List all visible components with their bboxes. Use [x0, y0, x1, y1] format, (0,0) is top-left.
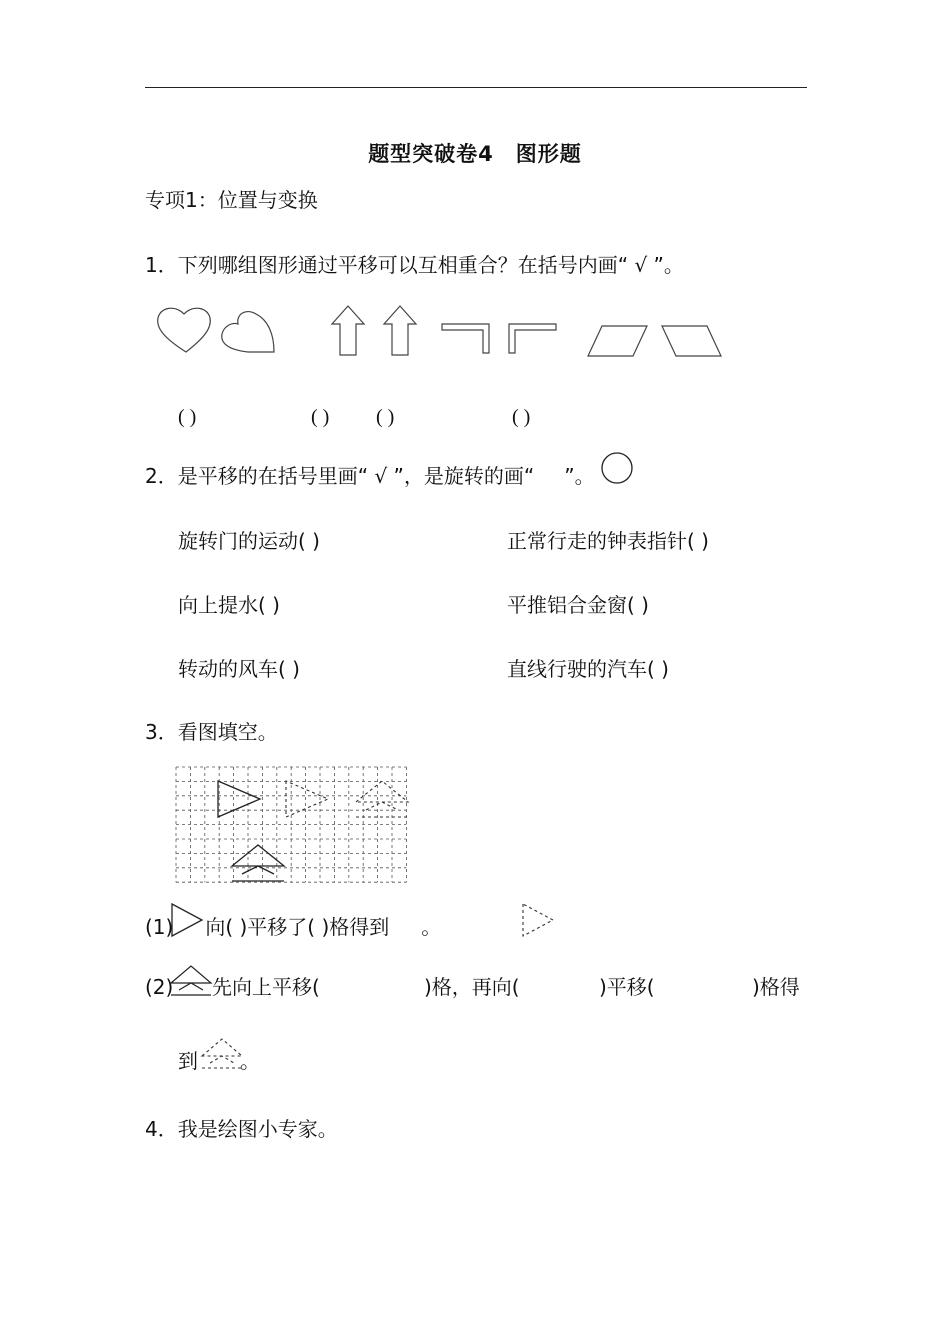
q3-sub2-c: )平移(: [599, 975, 655, 999]
heart-shape-2: [222, 312, 274, 352]
question-4-text: 4．我是绘图小专家。: [145, 1117, 338, 1141]
q3-sub1-num: (1): [145, 915, 174, 939]
arrow-shape-1: [332, 306, 364, 355]
q3-sub2-f: 。: [240, 1049, 260, 1073]
header-rule: [145, 87, 807, 88]
q3-sub2-b: )格，再向(: [424, 975, 520, 999]
solid-house: [232, 845, 284, 881]
q3-sub2-num: (2): [145, 975, 174, 999]
q3-grid-figure: [176, 767, 408, 883]
q2-item-6: 直线行驶的汽车( ): [507, 657, 669, 681]
dashed-triangle-icon: [521, 902, 555, 938]
q3-sub2-e: 到: [178, 1049, 198, 1073]
question-2-text: [145, 462, 595, 490]
q1-blank-2[interactable]: ( ): [311, 406, 330, 428]
triangle-icon: [170, 902, 204, 938]
parallelogram-2: [662, 326, 721, 356]
section-heading: 专项1：位置与变换: [145, 188, 318, 212]
q2-item-3: 向上提水( ): [178, 593, 280, 617]
q2-item-4: 平推铝合金窗( ): [507, 593, 649, 617]
q3-sub2-d: )格得: [752, 975, 800, 999]
solid-triangle: [218, 781, 260, 817]
q2-text-b: ”。: [564, 464, 595, 488]
l-shape-2: [509, 324, 556, 353]
q2-item-5: 转动的风车( ): [178, 657, 300, 681]
q2-item-1: 旋转门的运动( ): [178, 529, 320, 553]
q1-blank-1[interactable]: ( ): [178, 406, 197, 428]
heart-shape-1: [158, 308, 211, 352]
q1-blank-4[interactable]: ( ): [512, 406, 531, 428]
q3-sub1-text: 向( )平移了( )格得到: [205, 915, 390, 939]
dashed-triangle: [286, 781, 328, 817]
l-shape-1: [442, 324, 489, 353]
circle-icon: [600, 452, 636, 486]
dashed-house-icon: [200, 1036, 246, 1070]
arrow-shape-2: [384, 306, 416, 355]
house-icon: [169, 963, 213, 997]
question-1-text: 1．下列哪组图形通过平移可以互相重合？在括号内画“ √ ”。: [145, 253, 684, 277]
q1-blank-3[interactable]: ( ): [376, 406, 395, 428]
q2-item-2: 正常行走的钟表指针( ): [507, 529, 709, 553]
q2-text-a: 2．是平移的在括号里画“ √ ”，是旋转的画“: [145, 464, 535, 488]
q3-sub2-a: 先向上平移(: [212, 975, 320, 999]
q3-sub1-end: 。: [421, 915, 442, 939]
parallelogram-1: [588, 326, 647, 356]
dashed-house: [356, 781, 408, 817]
question-3-text: 3．看图填空。: [145, 720, 278, 744]
page-title: 题型突破卷4 图形题: [368, 142, 582, 166]
q1-shapes: [150, 300, 730, 370]
